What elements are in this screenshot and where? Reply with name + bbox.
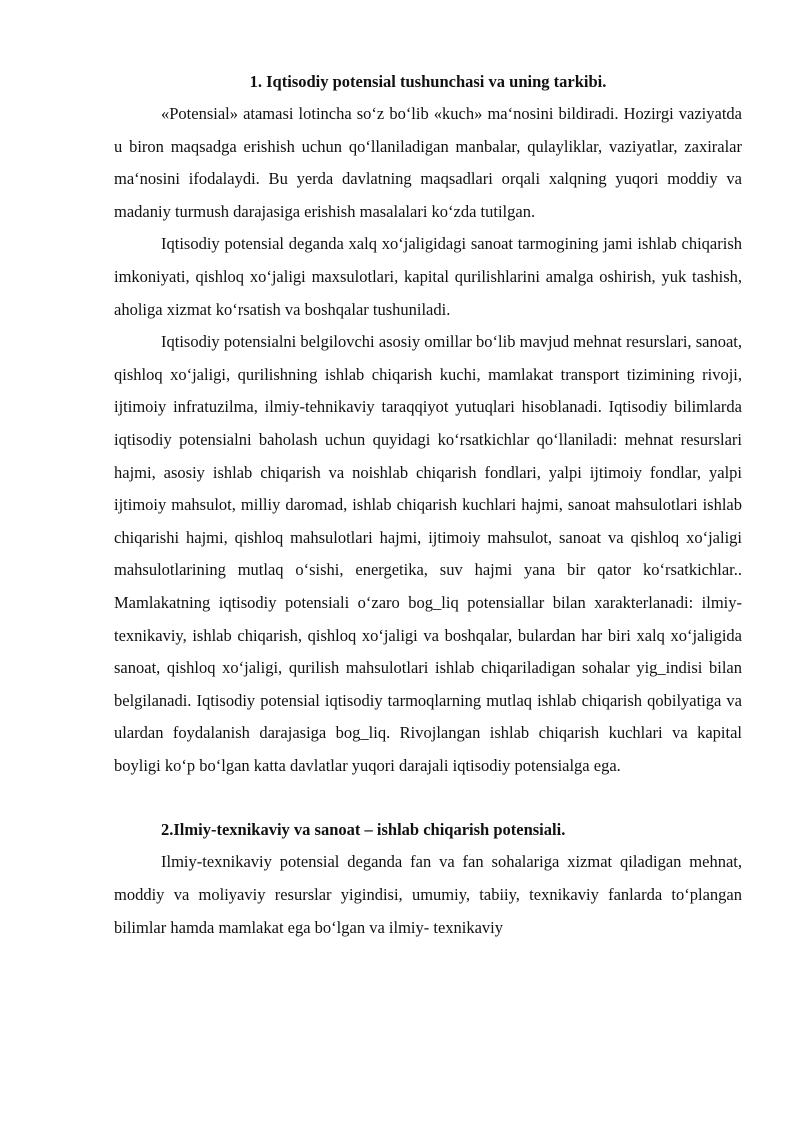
section-1-title: 1. Iqtisodiy potensial tushunchasi va uning tarkibi. (249, 72, 607, 91)
section-2-title: 2.Ilmiy-texnikaviy va sanoat – ishlab chiqarish potensiali. (161, 820, 566, 840)
section-2-paragraph-1: Ilmiy-texnikaviy potensial deganda fan va fan sohalariga xizmat qiladigan mehnat, moddiy va moliyaviy resurslar yigindisi, umumiy, tabiiy, texnikaviy fanlarda to‘plangan bilimlar hamda mamlakat ega bo‘lgan va ilmiy- texnikaviy (114, 852, 742, 937)
document-page (114, 66, 742, 944)
section-1-paragraph-2: Iqtisodiy potensial deganda xalq xo‘jaligidagi sanoat tarmogining jami ishlab chiqarish imkoniyati, qishloq xo‘jaligi maxsulotlari, kapital qurilishlarini amalga oshirish, yuk tashish, aholiga xizmat ko‘rsatish va boshqalar tushuniladi. (114, 234, 742, 319)
section-spacer (114, 782, 742, 814)
section-1-paragraph-3: Iqtisodiy potensialni belgilovchi asosiy omillar bo‘lib mavjud mehnat resurslari, sanoat, qishloq xo‘jaligi, qurilishning ishlab chiqarish kuchi, mamlakat transport tizimining rivoji, ijtimoiy infratuzilma, ilmiy-tehnikaviy taraqqiyot yutuqlari hisoblanadi. Iqtisodiy bilimlarda iqtisodiy potensialni baholash uchun quyidagi ko‘rsatkichlar qo‘llaniladi: mehnat resurslari hajmi, asosiy ishlab chiqarish va noishlab chiqarish fondlari, yalpi ijtimoiy fondlar, yalpi ijtimoiy mahsulot, milliy daromad, ishlab chiqarish kuchlari hajmi, sanoat mahsulotlari ishlab chiqarishi hajmi, qishloq mahsulotlari hajmi, ijtimoiy mahsulot, sanoat va qishloq xo‘jaligi mahsulotlarining mutlaq o‘sishi, energetika, suv hajmi yana bir qator ko‘rsatkichlar.. Mamlakatning iqtisodiy potensiali o‘zaro bog_liq potensiallar bilan xarakterlanadi: ilmiy-texnikaviy, ishlab chiqarish, qishloq xo‘jaligi va boshqalar, bulardan har biri xalq xo‘jaligida sanoat, qishloq xo‘jaligi, qurilish mahsulotlari ishlab chiqariladigan sohalar yig_indisi bilan belgilanadi. Iqtisodiy potensial iqtisodiy tarmoqlarning mutlaq ishlab chiqarish qobilyatiga va ulardan foydalanish darajasiga bog_liq. Rivojlangan ishlab chiqarish kuchlari va kapital boyligi ko‘p bo‘lgan katta davlatlar yuqori darajali iqtisodiy potensialga ega. (114, 332, 742, 775)
section-1-paragraph-1: «Potensial» atamasi lotincha so‘z bo‘lib «kuch» ma‘nosini bildiradi. Hozirgi vaziyatda u biron maqsadga erishish uchun qo‘llaniladigan manbalar, qulayliklar, vaziyatlar, zaxiralar ma‘nosini ifodalaydi. Bu yerda davlatning maqsadlari orqali xalqning yuqori moddiy va madaniy turmush darajasiga erishish masalalari ko‘zda tutilgan. (114, 104, 742, 221)
